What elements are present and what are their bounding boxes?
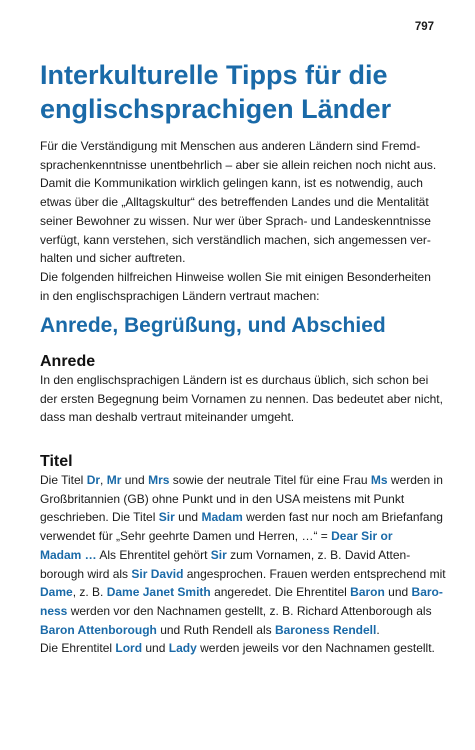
text-segment: Die Ehrentitel: [40, 641, 116, 656]
highlighted-term: Sir David: [131, 566, 184, 581]
text-segment: Die Titel: [40, 473, 87, 487]
text-segment: angesprochen. Frauen werden entsprechend mit: [183, 566, 446, 581]
intro-line: Für die Verständigung mit Menschen aus anderen Ländern sind Fremd-: [40, 139, 421, 153]
intro-line: verfügt, kann verstehen, sich verständlich machen, sich angemessen ver-: [40, 232, 431, 247]
page-title-line: Interkulturelle Tipps für die: [40, 60, 388, 90]
titel-line: [40, 508, 446, 527]
text-segment: sowie der neutrale Titel für eine Frau: [169, 473, 371, 487]
highlighted-term: Lord: [115, 641, 143, 656]
text-segment: Als Ehrentitel gehört: [96, 547, 211, 562]
highlighted-term: Baro-: [411, 585, 443, 600]
anrede-paragraph: [40, 371, 443, 427]
highlighted-term: Baron: [350, 585, 385, 600]
highlighted-term: Ms: [370, 473, 388, 487]
text-segment: werden fast nur noch am Briefanfang: [242, 510, 443, 525]
titel-paragraph: [40, 471, 446, 658]
titel-line: [40, 527, 446, 546]
intro-line: halten und sicher auftreten.: [40, 251, 186, 266]
titel-line: [40, 602, 446, 621]
text-segment: werden vor den Nachnamen gestellt, z. B. Richard Attenborough als: [67, 603, 432, 618]
anrede-line: dass man deshalb vertraut miteinander umgeht.: [40, 410, 295, 425]
titel-heading: Titel: [40, 453, 73, 470]
text-segment: und Ruth Rendell als: [156, 622, 275, 637]
anrede-line: In den englischsprachigen Ländern ist es durchaus üblich, sich schon bei: [40, 373, 429, 387]
highlighted-term: Sir: [158, 510, 175, 525]
highlighted-term: Dear Sir or: [331, 529, 393, 544]
intro-line: Damit die Kommunikation wirklich gelingen kann, ist es notwendig, auch: [40, 176, 423, 191]
text-segment: und: [142, 641, 169, 656]
titel-line: [40, 621, 446, 640]
section-title: Anrede, Begrüßung, und Abschied: [40, 314, 386, 337]
intro-line: seiner Bewohner zu wissen. Nur wer über Sprach- und Landeskenntnisse: [40, 213, 431, 228]
page-number: 797: [414, 21, 434, 33]
text-segment: , z. B.: [72, 585, 107, 600]
intro-line: sprachenkenntnisse unentbehrlich – aber sie allein reichen noch nicht aus.: [40, 157, 437, 172]
page-title-line: englischsprachigen Länder: [40, 94, 392, 124]
text-segment: .: [376, 622, 380, 637]
highlighted-term: Sir: [210, 547, 227, 562]
highlighted-term: Madam …: [40, 547, 97, 562]
intro-line: etwas über die „Alltagskultur“ des betreffenden Landes und die Mentalität: [40, 195, 429, 210]
highlighted-term: Madam: [201, 510, 243, 525]
intro-line: in den englischsprachigen Ländern vertraut machen:: [40, 288, 320, 303]
text-segment: Großbritannien (GB) ohne Punkt und in den USA meistens mit Punkt: [40, 491, 405, 506]
highlighted-term: Dame Janet Smith: [106, 585, 211, 600]
text-segment: und: [174, 510, 202, 525]
intro-line: Die folgenden hilfreichen Hinweise wollen Sie mit einigen Besonderheiten: [40, 269, 431, 284]
titel-line: [40, 490, 446, 509]
titel-line: [40, 583, 446, 602]
intro-paragraph: [40, 137, 436, 305]
text-segment: verwendet für „Sehr geehrte Damen und Herren, …“ =: [40, 529, 332, 544]
text-segment: werden jeweils vor den Nachnamen gestellt.: [196, 641, 435, 656]
text-segment: ,: [100, 473, 107, 487]
highlighted-term: Mr: [106, 473, 122, 487]
text-segment: und: [121, 473, 149, 487]
highlighted-term: ness: [40, 603, 68, 618]
titel-line: [40, 471, 446, 490]
text-segment: zum Vornamen, z. B. David Atten-: [226, 547, 411, 562]
titel-line: [40, 639, 446, 658]
titel-line: [40, 546, 446, 565]
text-segment: und: [384, 585, 412, 600]
text-segment: borough wird als: [40, 566, 132, 581]
highlighted-term: Mrs: [148, 473, 170, 487]
highlighted-term: Dr: [86, 473, 101, 487]
text-segment: geschrieben. Die Titel: [40, 510, 159, 525]
text-segment: werden in: [387, 473, 443, 487]
text-segment: angeredet. Die Ehrentitel: [210, 585, 351, 600]
highlighted-term: Lady: [168, 641, 197, 656]
page-title: [40, 58, 440, 126]
titel-line: [40, 565, 446, 584]
highlighted-term: Baroness Rendell: [274, 622, 377, 637]
highlighted-term: Dame: [40, 585, 73, 600]
anrede-heading: Anrede: [40, 353, 96, 370]
anrede-line: der ersten Begegnung beim Vornamen zu nennen. Das bedeutet aber nicht,: [40, 391, 443, 406]
highlighted-term: Baron Attenborough: [40, 622, 157, 637]
